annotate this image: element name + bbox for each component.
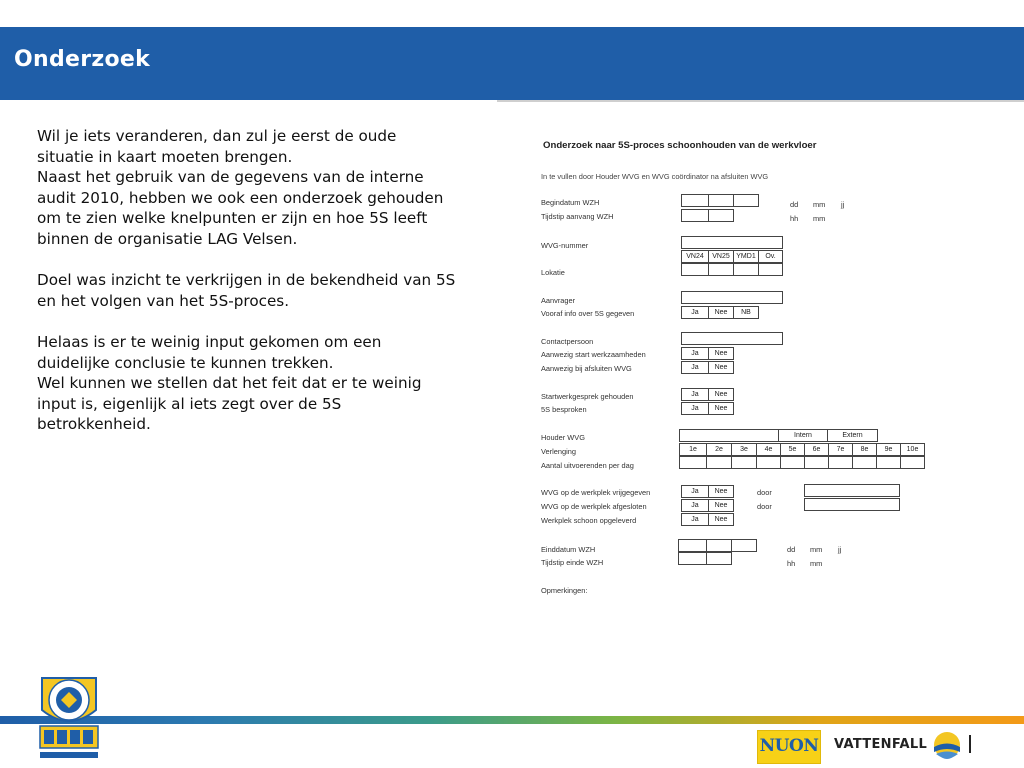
paragraph-1: Wil je iets veranderen, dan zul je eerst de oude situatie in kaart moeten brengen. (37, 127, 397, 166)
label-5s-besproken: 5S besproken (541, 405, 587, 414)
label-wvg-afgesloten: WVG op de werkplek afgesloten (541, 502, 647, 511)
form-cell (708, 263, 734, 276)
form-cell (681, 236, 783, 249)
label-vooraf-info: Vooraf info over 5S gegeven (541, 309, 635, 318)
paragraph-gap (37, 250, 457, 271)
note-door: door (757, 502, 772, 511)
note-jj: jj (841, 200, 845, 209)
label-wvg-vrijgegeven: WVG op de werkplek vrijgegeven (541, 488, 651, 497)
form-cell: 3e (731, 443, 757, 456)
paragraph-4: Helaas is er te weinig input gekomen om een duidelijke conclusie te kunnen trekken. (37, 332, 382, 372)
survey-form-image (527, 132, 927, 602)
form-cell: Nee (708, 388, 734, 401)
label-houder-wvg: Houder WVG (541, 433, 585, 442)
slide-header (0, 27, 1024, 100)
form-cell: Ja (681, 347, 709, 360)
form-cell (804, 498, 900, 511)
label-wvg-nummer: WVG-nummer (541, 241, 589, 250)
label-aantal-uitvoerenden: Aantal uitvoerenden per dag (541, 461, 634, 470)
form-cell: Ja (681, 361, 709, 374)
form-cell: 4e (756, 443, 781, 456)
label-einddatum: Einddatum WZH (541, 545, 596, 554)
form-cell: 10e (900, 443, 925, 456)
form-cell (678, 539, 707, 552)
form-cell (900, 456, 925, 469)
form-cell (733, 263, 759, 276)
form-cell (780, 456, 805, 469)
label-tijdstip-einde: Tijdstip einde WZH (541, 558, 604, 567)
label-aanwezig-start: Aanwezig start werkzaamheden (541, 350, 646, 359)
form-cell (681, 194, 709, 207)
label-begindatum: Begindatum WZH (541, 198, 600, 207)
note-mm: mm (813, 214, 826, 223)
form-cell (731, 539, 757, 552)
nuon-logo (757, 730, 821, 764)
form-cell: Intern (778, 429, 828, 442)
form-cell: Ja (681, 388, 709, 401)
label-contactpersoon: Contactpersoon (541, 337, 594, 346)
form-cell (681, 263, 709, 276)
vattenfall-wordmark: VATTENFALL (834, 737, 928, 752)
label-verlenging: Verlenging (541, 447, 576, 456)
form-cell (708, 209, 734, 222)
form-cell: Nee (708, 361, 734, 374)
slide-body (37, 126, 457, 435)
form-cell (804, 484, 900, 497)
form-cell (804, 456, 829, 469)
note-hh: hh (787, 559, 796, 568)
form-cell (733, 194, 759, 207)
form-subtitle: In te vullen door Houder WVG en WVG coördinator na afsluiten WVG (541, 172, 769, 181)
form-cell (731, 456, 757, 469)
note-mm: mm (810, 545, 823, 554)
note-door: door (757, 488, 772, 497)
form-cell: Nee (708, 402, 734, 415)
form-cell (758, 263, 783, 276)
form-cell: Extern (827, 429, 878, 442)
note-hh: hh (790, 214, 799, 223)
paragraph-5: Wel kunnen we stellen dat het feit dat er te weinig input is, eigenlijk al iets zegt over de 5S betrokkenheid. (37, 374, 422, 434)
note-mm: mm (813, 200, 826, 209)
form-cell: 7e (828, 443, 853, 456)
form-title: Onderzoek naar 5S-proces schoonhouden van de werkvloer (543, 140, 817, 151)
note-dd: dd (787, 545, 796, 554)
form-cell: Nee (708, 513, 734, 526)
footer-gradient-bar (0, 716, 1024, 724)
label-aanvrager: Aanvrager (541, 296, 576, 305)
form-cell (708, 194, 734, 207)
form-cell: Nee (708, 499, 734, 512)
form-cell: VN25 (708, 250, 734, 263)
header-divider (497, 100, 1024, 102)
form-cell (706, 456, 732, 469)
form-cell: Ja (681, 306, 709, 319)
paragraph-2: Naast het gebruik van de gegevens van de interne audit 2010, hebben we ook een onderzoek gehouden om te zien welke knelpunten er zijn en hoe 5S leeft binnen de organisatie LAG Velsen. (37, 168, 444, 248)
lean-academie-logo-icon (34, 670, 104, 762)
label-lokatie: Lokatie (541, 268, 565, 277)
form-cell: Ja (681, 402, 709, 415)
footer-divider (969, 735, 971, 753)
form-cell (679, 429, 779, 442)
form-cell: Nee (708, 347, 734, 360)
label-werkplek-schoon: Werkplek schoon opgeleverd (541, 516, 637, 525)
form-cell: 6e (804, 443, 829, 456)
form-cell: NB (733, 306, 759, 319)
paragraph-3: Doel was inzicht te verkrijgen in de bekendheid van 5S en het volgen van het 5S-proces. (37, 271, 456, 310)
form-cell (679, 456, 707, 469)
form-cell: Nee (708, 306, 734, 319)
label-startwerkgesprek: Startwerkgesprek gehouden (541, 392, 634, 401)
form-cell (681, 332, 783, 345)
form-cell: Ja (681, 499, 709, 512)
nuon-logo-text: NUON (759, 736, 819, 756)
form-cell: VN24 (681, 250, 709, 263)
form-cell: Ov. (758, 250, 783, 263)
form-cell (681, 291, 783, 304)
form-cell: 5e (780, 443, 805, 456)
form-cell (706, 552, 732, 565)
vattenfall-logo-icon (931, 730, 963, 760)
form-cell: 9e (876, 443, 901, 456)
note-dd: dd (790, 200, 799, 209)
form-cell (681, 209, 709, 222)
form-cell: Nee (708, 485, 734, 498)
form-cell: Ja (681, 485, 709, 498)
form-cell: Ja (681, 513, 709, 526)
label-tijdstip-aanvang: Tijdstip aanvang WZH (541, 212, 614, 221)
form-cell: 8e (852, 443, 877, 456)
label-opmerkingen: Opmerkingen: (541, 586, 588, 595)
label-aanwezig-afsluiten: Aanwezig bij afsluiten WVG (541, 364, 632, 373)
slide-title: Onderzoek (14, 47, 151, 72)
form-cell: YMD1 (733, 250, 759, 263)
note-jj: jj (838, 545, 842, 554)
form-cell: 1e (679, 443, 707, 456)
form-cell (706, 539, 732, 552)
form-cell (678, 552, 707, 565)
form-cell (828, 456, 853, 469)
form-cell: 2e (706, 443, 732, 456)
form-cell (876, 456, 901, 469)
note-mm: mm (810, 559, 823, 568)
form-cell (852, 456, 877, 469)
paragraph-gap (37, 311, 457, 332)
form-cell (756, 456, 781, 469)
